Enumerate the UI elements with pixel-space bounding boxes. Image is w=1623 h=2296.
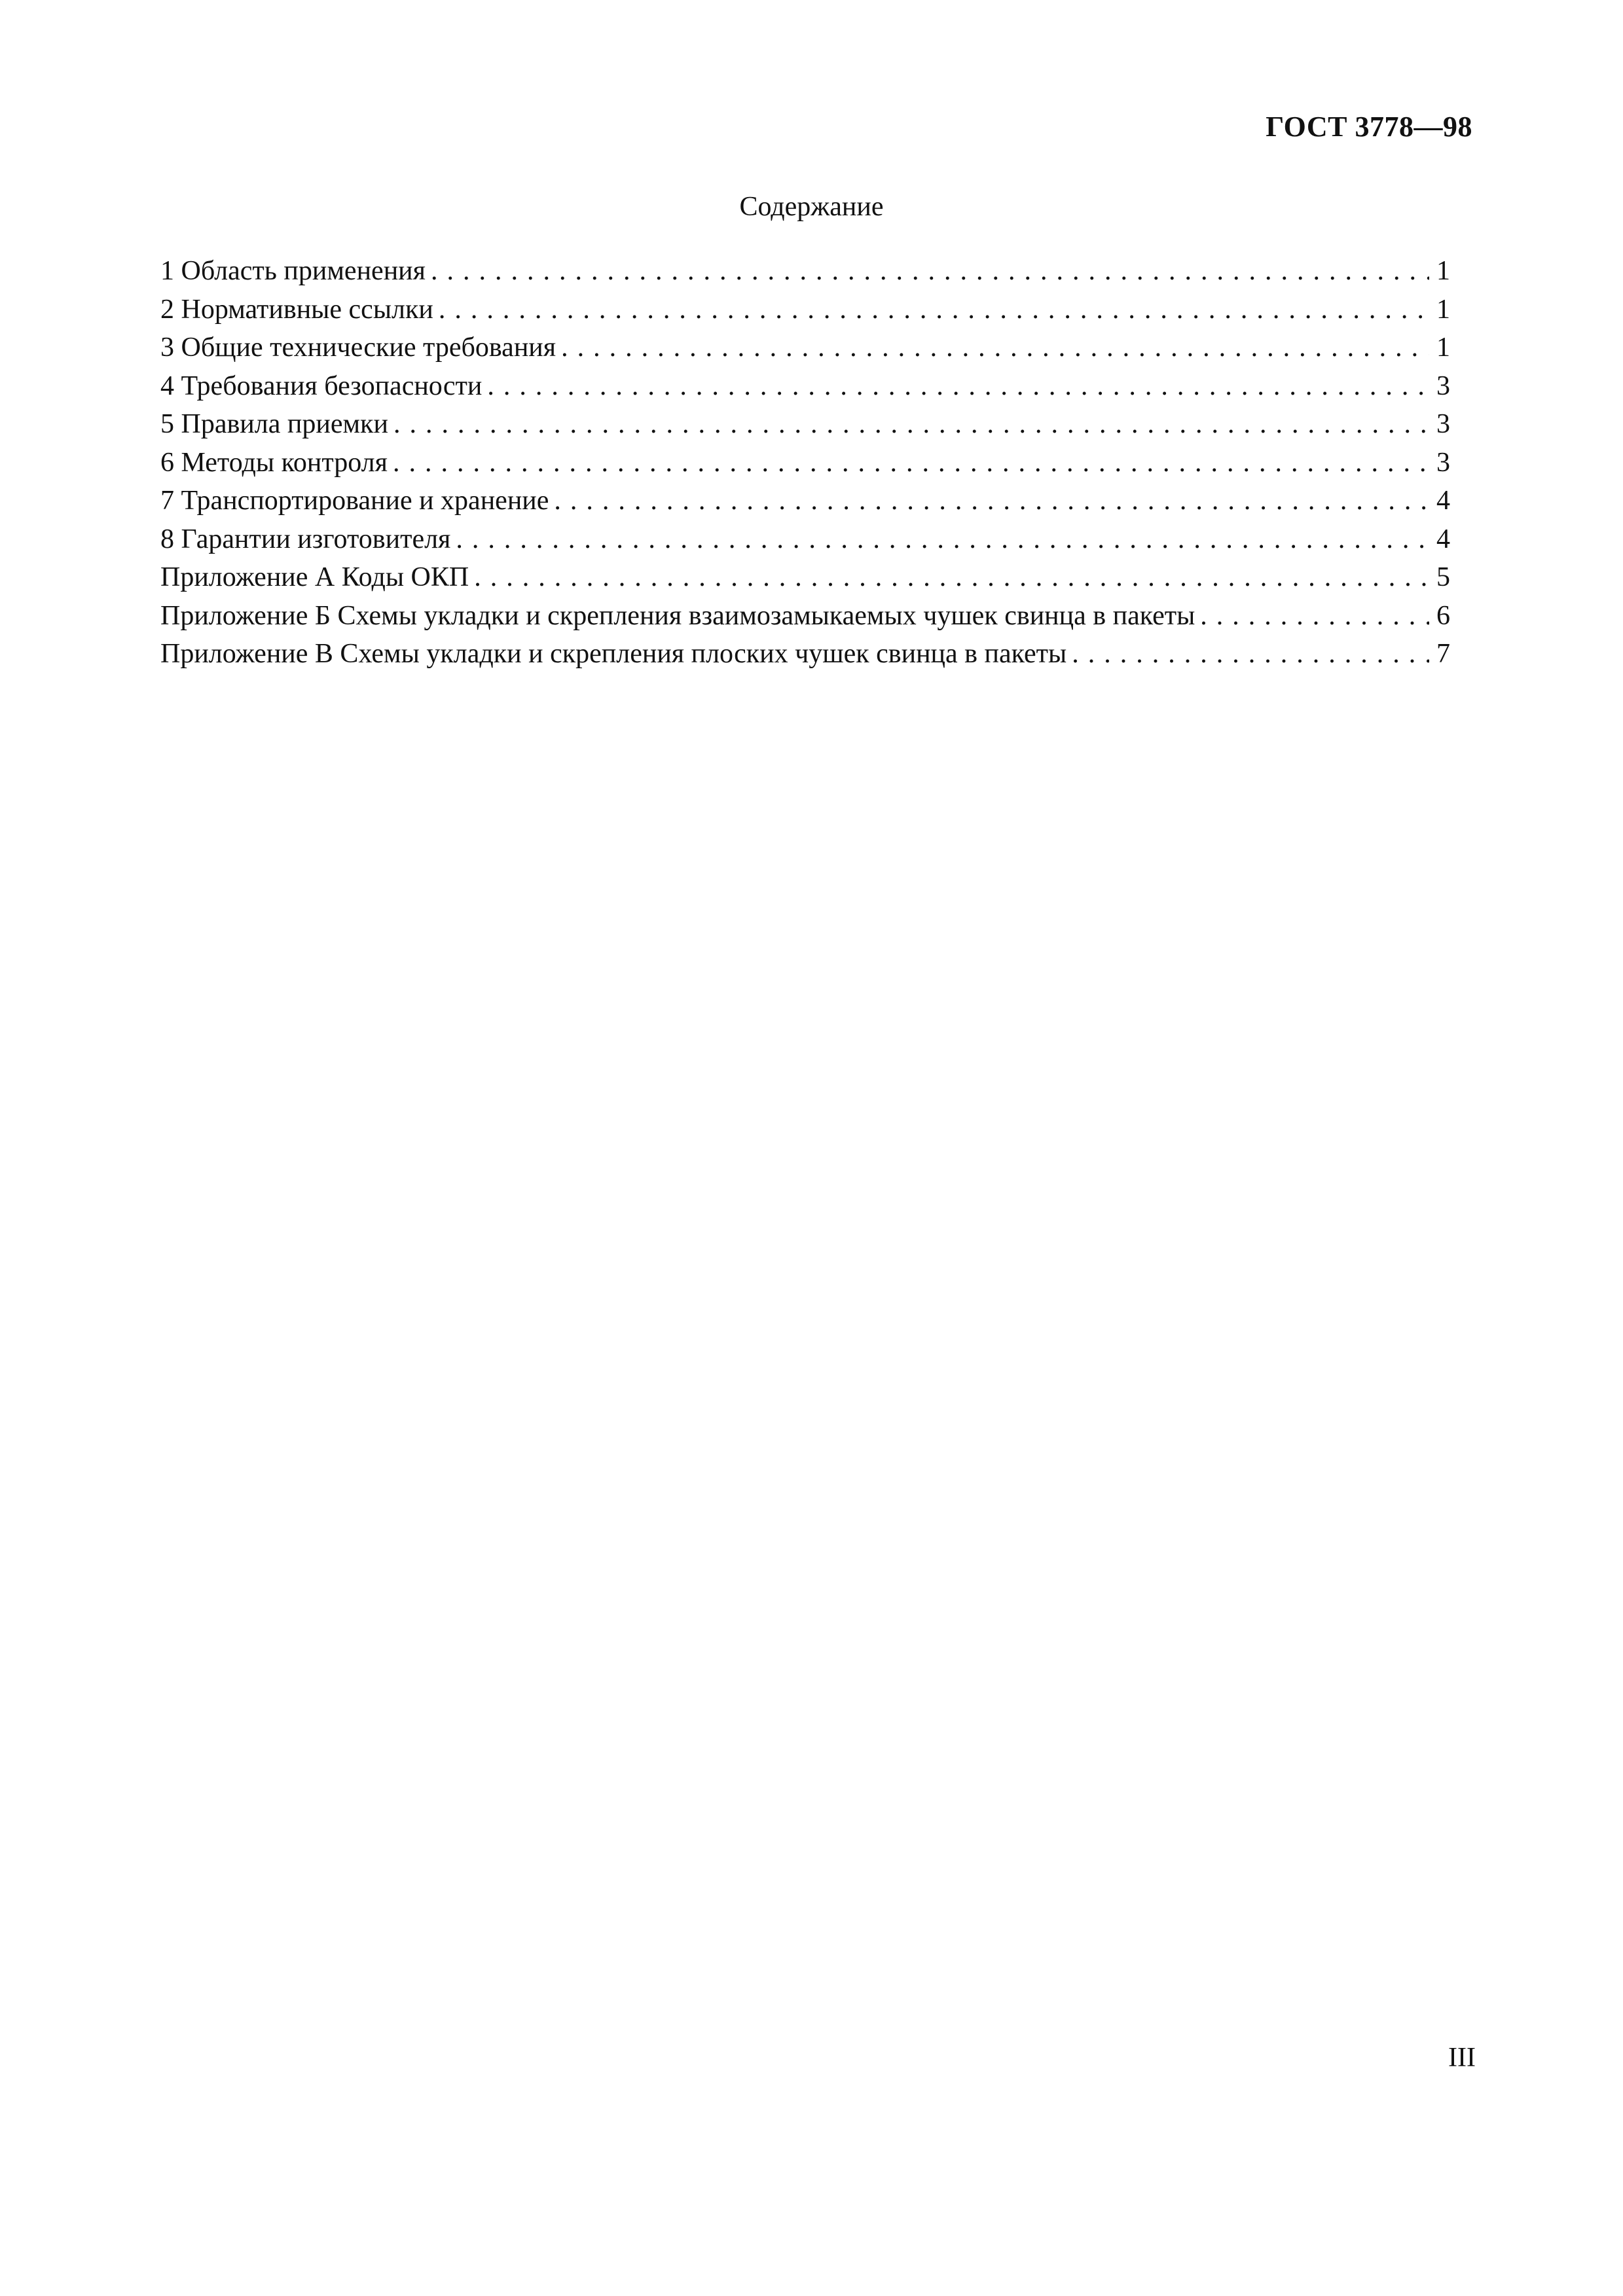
toc-entry-page: 1 (1436, 294, 1450, 325)
toc-entry-label: 1 Область применения (160, 256, 426, 286)
toc-entry-label: Приложение В Схемы укладки и скрепления плоских чушек свинца в пакеты (160, 639, 1067, 669)
toc-title: Содержание (739, 192, 884, 222)
toc-entry-label: 7 Транспортирование и хранение (160, 486, 549, 516)
toc-leader-dots (439, 291, 1429, 329)
toc-entry[interactable] (160, 482, 1450, 520)
toc-leader-dots (1072, 635, 1429, 673)
toc-entry[interactable] (160, 252, 1450, 291)
toc-leader-dots (561, 329, 1429, 367)
toc-entry[interactable] (160, 597, 1450, 636)
toc-entry-page: 5 (1436, 562, 1450, 592)
toc-entry-label: Приложение Б Схемы укладки и скрепления взаимозамыкаемых чушек свинца в пакеты (160, 600, 1195, 631)
toc-entry-label: 8 Гарантии изготовителя (160, 524, 451, 554)
toc-entry[interactable] (160, 291, 1450, 329)
toc-entry-label: 3 Общие технические требования (160, 332, 556, 363)
toc-leader-dots (1200, 597, 1429, 636)
toc-entry-label: 4 Требования безопасности (160, 370, 483, 401)
toc-entry-label: 5 Правила приемки (160, 409, 388, 439)
toc-entry[interactable] (160, 405, 1450, 444)
toc-leader-dots (393, 444, 1429, 482)
toc-entry-page: 3 (1436, 370, 1450, 401)
toc-entry-label: 2 Нормативные ссылки (160, 294, 433, 325)
toc-leader-dots (393, 405, 1429, 444)
toc-leader-dots (487, 367, 1429, 406)
toc-leader-dots (431, 252, 1429, 291)
toc-leader-dots (456, 520, 1429, 559)
toc-entry[interactable] (160, 520, 1450, 559)
document-code: ГОСТ 3778—98 (1266, 111, 1472, 143)
toc-entry-page: 1 (1436, 332, 1450, 363)
toc-entry-label: 6 Методы контроля (160, 447, 388, 478)
toc-entry[interactable] (160, 329, 1450, 367)
toc-entry-page: 3 (1436, 447, 1450, 478)
toc-entry[interactable] (160, 367, 1450, 406)
page-number: III (1448, 2043, 1476, 2073)
toc-entry-label: Приложение А Коды ОКП (160, 562, 469, 592)
table-of-contents (160, 252, 1450, 673)
toc-entry[interactable] (160, 444, 1450, 482)
toc-leader-dots (554, 482, 1429, 520)
toc-entry-page: 3 (1436, 409, 1450, 439)
toc-entry-page: 4 (1436, 524, 1450, 554)
toc-leader-dots (474, 558, 1429, 597)
toc-entry-page: 1 (1436, 256, 1450, 286)
toc-entry-page: 7 (1436, 639, 1450, 669)
toc-entry[interactable] (160, 558, 1450, 597)
toc-entry-page: 4 (1436, 486, 1450, 516)
toc-entry-page: 6 (1436, 600, 1450, 631)
toc-entry[interactable] (160, 635, 1450, 673)
